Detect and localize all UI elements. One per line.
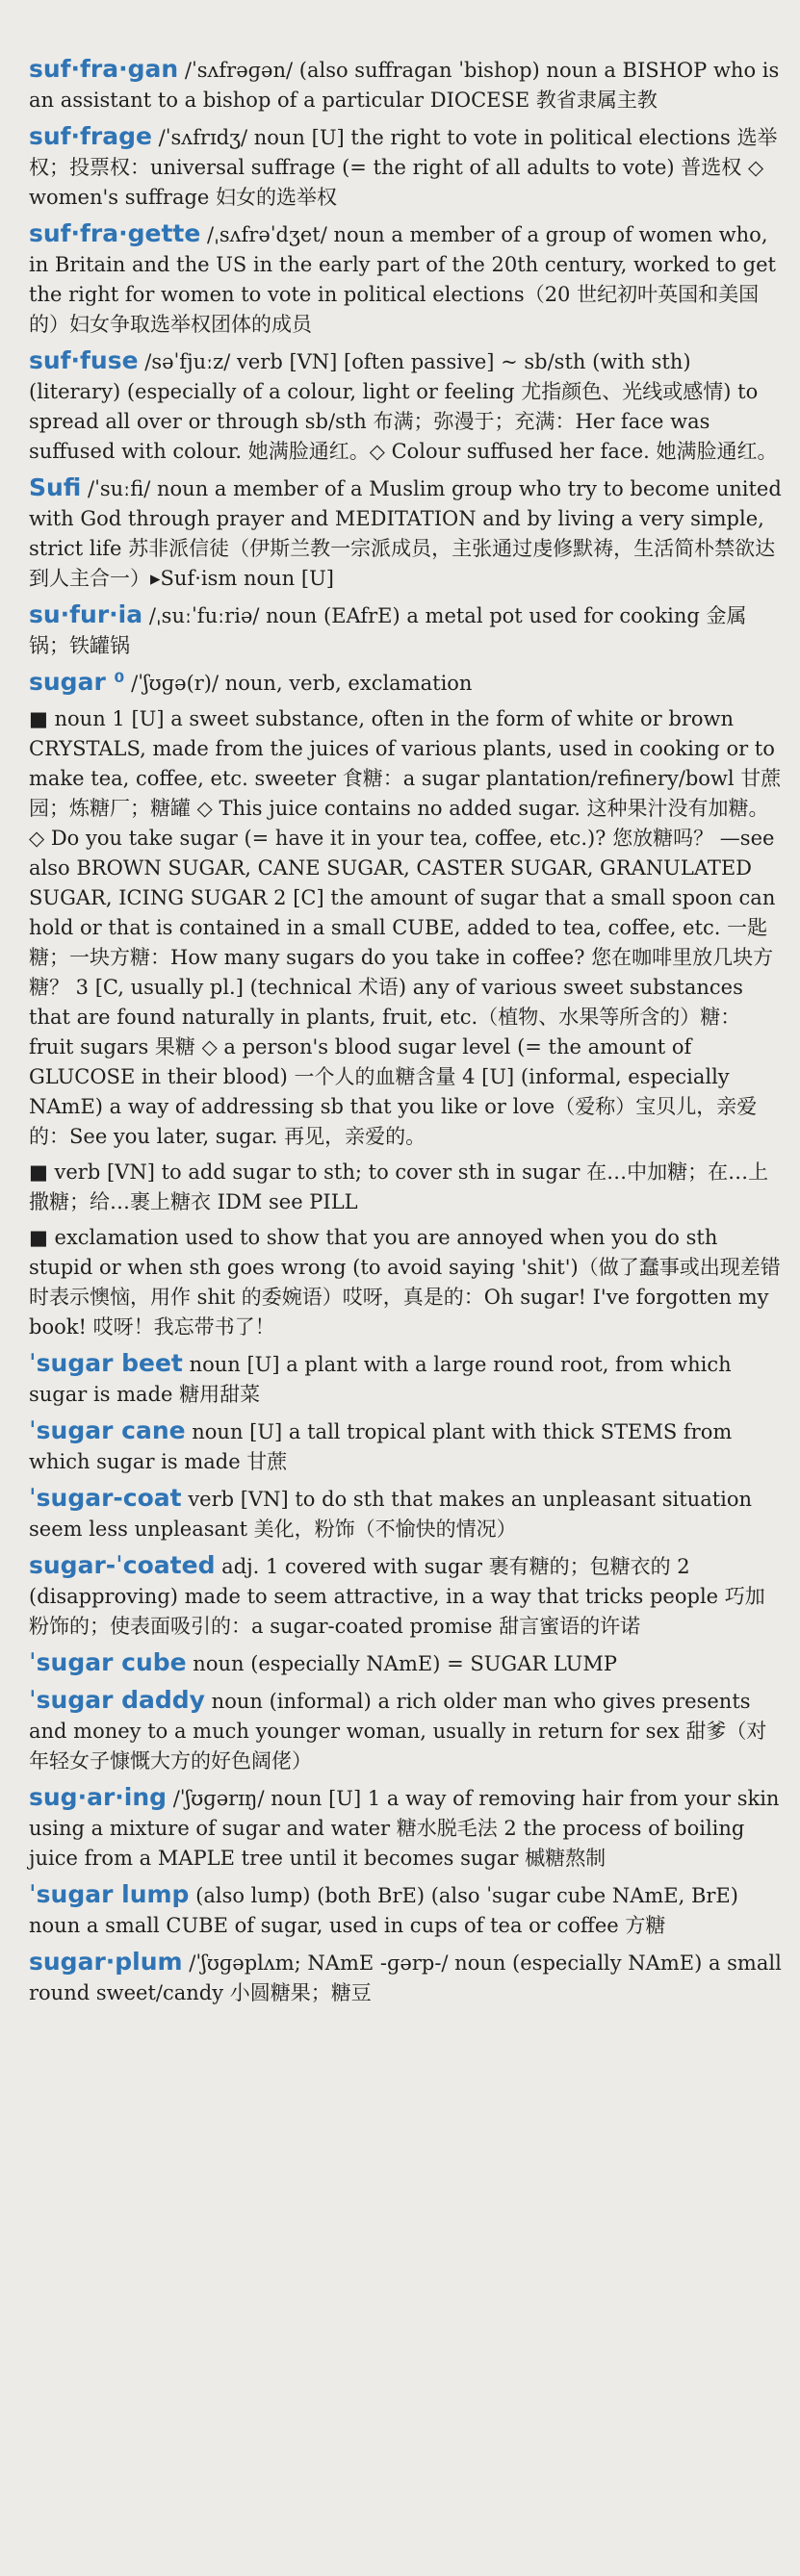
entry-sufuria [29,599,783,661]
entry-sugarplum [29,1947,783,2008]
entry-sugar-cube [29,1647,783,1679]
entry-body: /ˌsʌfrəˈdʒet/ noun a member of a group of women who, in Britain and the US in the early part of the 20th century, worked to get the right for women to vote in political elections（20 世纪初叶英国和美国的）妇女争取选举权团体的成员 [29,223,776,336]
entry-sufi [29,472,783,594]
headword: suf·fra·gette [29,219,201,247]
entry-body: ■ exclamation used to show that you are annoyed when you do sth stupid or when sth goes wrong (to avoid saying 'shit')（做了蠢事或出现差错时表示懊恼，用作 shit 的委婉语）哎呀，真是的：Oh sugar! I've forgotten my book! 哎呀！我忘带书了！ [29,1226,781,1339]
headword: sugar-ˈcoated [29,1551,216,1579]
headword: ˈsugar lump [29,1880,190,1908]
entry-body: (also lump) (both BrE) (also ˈsugar cube NAmE, BrE) noun a small CUBE of sugar, used in cups of tea or coffee 方糖 [29,1884,738,1937]
headword: suf·fuse [29,346,139,374]
entry-sugaring [29,1782,783,1874]
headword: sugar ⁰ [29,668,125,696]
entry-sugar-coat [29,1483,783,1544]
entry-body: /səˈfjuːz/ verb [VN] [often passive] ~ sb/sth (with sth) (literary) (especially of a colour, light or feeling 尤指颜色、光线或感情) to spread all over or through sb/sth 布满；弥漫于；充满：Her face was suffused with colour. 她满脸通红。◇ Colour suffused her face. 她满脸通红。 [29,350,778,463]
sense-verb [29,1158,783,1217]
entry-suffragette [29,218,783,340]
entry-body: noun (informal) a rich older man who gives presents and money to a much younger woman, usually in return for sex 甜爹（对年轻女子慷慨大方的好色阔佬） [29,1690,767,1773]
headword: ˈsugar-coat [29,1484,182,1512]
headword: ˈsugar cube [29,1648,187,1676]
entry-suffuse [29,345,783,467]
headword: Sufi [29,473,82,501]
entry-body: verb [VN] to do sth that makes an unpleasant situation seem less unpleasant 美化，粉饰（不愉快的情况） [29,1488,753,1541]
entry-body: noun [U] a plant with a large round root, from which sugar is made 糖用甜菜 [29,1353,732,1406]
entry-body: adj. 1 covered with sugar 裹有糖的；包糖衣的 2 (disapproving) made to seem attractive, in a way that tricks people 巧加粉饰的；使表面吸引的：a sugar-coated promise 甜言蜜语的许诺 [29,1555,765,1638]
entry-sugar-cane [29,1416,783,1477]
headword: suf·fra·gan [29,55,179,83]
entry-body: /ˈsʌfrəɡən/ (also suffragan ˈbishop) noun a BISHOP who is an assistant to a bishop of a particular DIOCESE 教省隶属主教 [29,59,780,112]
entry-body: noun [U] a tall tropical plant with thick STEMS from which sugar is made 甘蔗 [29,1420,733,1473]
entry-body: /ˌsuːˈfuːriə/ noun (EAfrE) a metal pot used for cooking 金属锅；铁罐锅 [29,604,747,657]
entry-sugar-lump [29,1879,783,1941]
entry-sugar-daddy [29,1685,783,1776]
entry-body: noun (especially NAmE) = SUGAR LUMP [193,1652,617,1675]
entry-suffragan [29,54,783,115]
entry-body: /ˈʃʊɡəplʌm; NAmE -ɡərp-/ noun (especially NAmE) a small round sweet/candy 小圆糖果；糖豆 [29,1951,782,2004]
entry-body: /ˈsuːfi/ noun a member of a Muslim group who try to become united with God through prayer and MEDITATION and by living a very simple, strict life 苏非派信徒（伊斯兰教一宗派成员，主张通过虔修默祷，生活简朴禁欲达到人主合一）▸Suf·ism noun [U] [29,477,782,590]
entry-sugar-coated [29,1550,783,1642]
headword: sugar·plum [29,1948,183,1976]
sense-exclamation [29,1223,783,1342]
entry-suffrage [29,121,783,213]
sense-noun [29,704,783,1152]
headword: sug·ar·ing [29,1783,168,1811]
entry-body: /ˈʃʊɡərɪŋ/ noun [U] 1 a way of removing hair from your skin using a mixture of sugar and water 糖水脱毛法 2 the process of boiling juice from a MAPLE tree until it becomes sugar 槭糖熬制 [29,1787,780,1870]
headword: suf·frage [29,122,152,150]
headword: su·fur·ia [29,600,143,628]
headword: ˈsugar cane [29,1416,186,1444]
entry-body: /ˈʃʊɡə(r)/ noun, verb, exclamation [131,672,473,695]
entry-body: ■ verb [VN] to add sugar to sth; to cover sth in sugar 在…中加糖；在…上撒糖；给…裹上糖衣 IDM see PILL [29,1160,769,1213]
headword: ˈsugar beet [29,1349,183,1377]
entry-body: /ˈsʌfrɪdʒ/ noun [U] the right to vote in political elections 选举权；投票权：universal suffrage (= the right of all adults to vote) 普选权 ◇ women's suffrage 妇女的选举权 [29,126,778,209]
entry-sugar-beet [29,1348,783,1410]
entry-sugar [29,667,783,699]
entry-body: ■ noun 1 [U] a sweet substance, often in the form of white or brown CRYSTALS, made from the juices of various plants, used in cooking or to make tea, coffee, etc. sweeter 食糖：a sugar plantation/refinery/bowl 甘蔗园；炼糖厂；糖罐 ◇ This juice contains no added sugar. 这种果汁没有加糖。◇ Do you take sugar (= have it in your tea, coffee, etc.)? 您放糖吗？ —see also BROWN SUGAR, CANE SUGAR, CASTER SUGAR, GRANULATED SUGAR, ICING SUGAR 2 [C] the amount of sugar that a small spoon can hold or that is contained in a small CUBE, added to tea, coffee, etc. 一匙糖；一块方糖：How many sugars do you take in coffee? 您在咖啡里放几块方糖？ 3 [C, usually pl.] (technical 术语) any of various sweet substances that are found naturally in plants, fruit, etc.（植物、水果等所含的）糖：fruit sugars 果糖 ◇ a person's blood sugar level (= the amount of GLUCOSE in their blood) 一个人的血糖含量 4 [U] (informal, especially NAmE) a way of addressing sb that you like or love（爱称）宝贝儿，亲爱的：See you later, sugar. 再见，亲爱的。 [29,707,782,1148]
headword: ˈsugar daddy [29,1686,205,1714]
